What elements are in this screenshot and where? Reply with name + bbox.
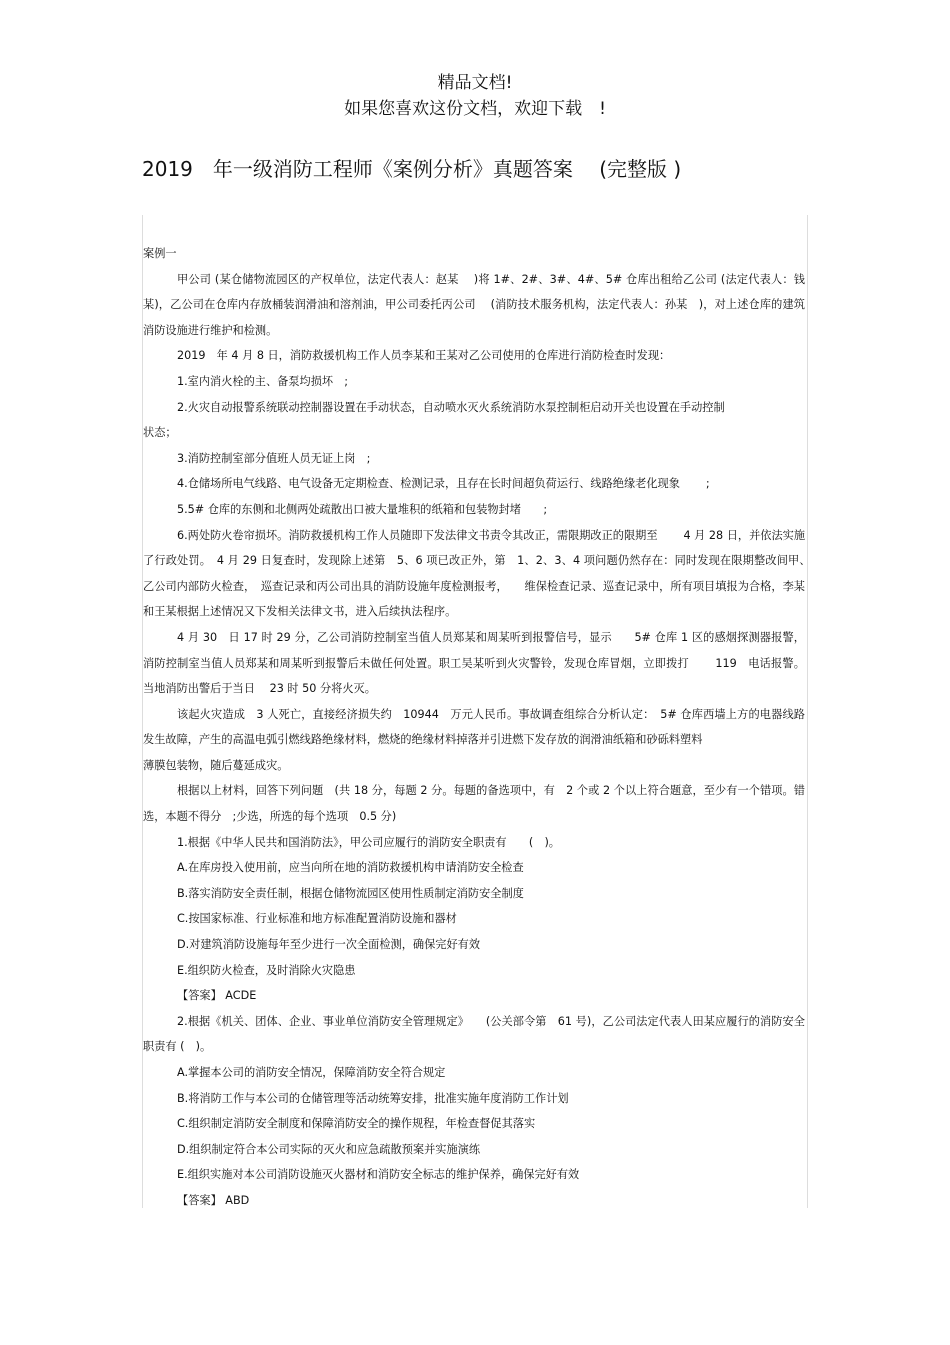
list-item: 2.火灾自动报警系统联动控制器设置在手动状态，自动喷水灭火系统消防水泵控制柜启动开关也设置在手动控制 <box>177 400 725 414</box>
list-item-continuation: 状态； <box>143 426 177 440</box>
document-body <box>143 241 817 1214</box>
paragraph: 2019 年 4 月 8 日，消防救援机构工作人员李某和王某对乙公司使用的仓库进行消防检查时发现： <box>177 349 671 363</box>
paragraph-continuation: 薄膜包装物，随后蔓延成灾。 <box>143 758 289 772</box>
option: E.组织防火检查，及时消除火灾隐患 <box>177 963 356 977</box>
list-item: 5.5# 仓库的东侧和北侧两处疏散出口被大量堆积的纸箱和包装物封堵 ; <box>177 502 548 516</box>
paragraph: 该起火灾造成 3 人死亡，直接经济损失约 10944 万元人民币。事故调查组综合分析认定： 5# 仓库西墙上方的电器线路发生故障，产生的高温电弧引燃线路绝缘材料，燃烧的绝缘材料掉落并引进燃下发存放的润滑油纸箱和砂砾料塑料 <box>143 707 805 747</box>
answer: 【答案】 ABD <box>177 1193 250 1207</box>
paragraph: 甲公司 (某仓储物流园区的产权单位，法定代表人：赵某 )将 1#、2#、3#、4#、5# 仓库出租给乙公司 (法定代表人：钱某)，乙公司在仓库内存放桶装润滑油和溶剂油，甲公司委托丙公司 (消防技术服务机构，法定代表人：孙某 )，对上述仓库的建筑消防设施进行维护和检测。 <box>143 272 805 337</box>
list-item: 1.室内消火栓的主、备泵均损坏 ; <box>177 374 349 388</box>
document-title: 2019 年一级消防工程师《案例分析》真题答案 (完整版 ) <box>142 157 682 181</box>
option: C.按国家标准、行业标准和地方标准配置消防设施和器材 <box>177 912 457 926</box>
option: B.将消防工作与本公司的仓储管理等活动统筹安排，批准实施年度消防工作计划 <box>177 1091 569 1105</box>
option: D.组织制定符合本公司实际的灭火和应急疏散预案并实施演练 <box>177 1142 481 1156</box>
case-heading: 案例一 <box>143 247 177 260</box>
paragraph: 4 月 30 日 17 时 29 分，乙公司消防控制室当值人员郑某和周某听到报警信号，显示 5# 仓库 1 区的感烟探测器报警，消防控制室当值人员郑某和周某听到报警后未做任何处置。职工吴某听到火灾警铃，发现仓库冒烟，立即拨打 119 电话报警。当地消防出警后于当日 23 时 50 分将火灭。 <box>143 630 805 696</box>
header-line-1: 精品文档! <box>437 73 513 93</box>
answer: 【答案】 ACDE <box>177 989 257 1003</box>
question: 1.根据《中华人民共和国消防法》，甲公司应履行的消防安全职责有 ( )。 <box>177 835 560 849</box>
list-item: 3.消防控制室部分值班人员无证上岗 ; <box>177 451 371 465</box>
option: A.掌握本公司的消防安全情况，保障消防安全符合规定 <box>177 1066 446 1079</box>
option: D.对建筑消防设施每年至少进行一次全面检测，确保完好有效 <box>177 938 481 952</box>
list-item: 6.两处防火卷帘损坏。消防救援机构工作人员随即下发法律文书责令其改正，需限期改正的限期至 4 月 28 日，并依法实施了行政处罚。 4 月 29 日复查时，发现除上述第 5、6 项已改正外，第 1、2、3、4 项问题仍然存在：同时发现在限期整改间甲、 乙公司内部防火检查， 巡查记录和丙公司出具的消防设施年度检测报考， 维保检查记录、巡查记录中，所有项目填报为合格，李某和王某根据上述情况又下发相关法律文书，进入后续执法程序。 <box>143 528 817 619</box>
list-item: 4.仓储场所电气线路、电气设备无定期检查、检测记录，且存在长时间超负荷运行、线路绝缘老化现象 ; <box>177 477 710 491</box>
header-line-2: 如果您喜欢这份文档，欢迎下载 ! <box>344 99 606 119</box>
instructions: 根据以上材料，回答下列问题 (共 18 分，每题 2 分。每题的备选项中，有 2 个或 2 个以上符合题意，至少有一个错项。错选，本题不得分 ;少选，所选的每个选项 0.5 分) <box>143 784 805 824</box>
option: E.组织实施对本公司消防设施灭火器材和消防安全标志的维护保养，确保完好有效 <box>177 1168 580 1182</box>
question: 2.根据《机关、团体、企业、事业单位消防安全管理规定》 (公关部令第 61 号)，乙公司法定代表人田某应履行的消防安全职责有 ( )。 <box>143 1014 805 1054</box>
option: B.落实消防安全责任制，根据仓储物流园区使用性质制定消防安全制度 <box>177 886 524 900</box>
option: C.组织制定消防安全制度和保障消防安全的操作规程，年检查督促其落实 <box>177 1117 536 1131</box>
option: A.在库房投入使用前，应当向所在地的消防救援机构申请消防安全检查 <box>177 861 524 875</box>
